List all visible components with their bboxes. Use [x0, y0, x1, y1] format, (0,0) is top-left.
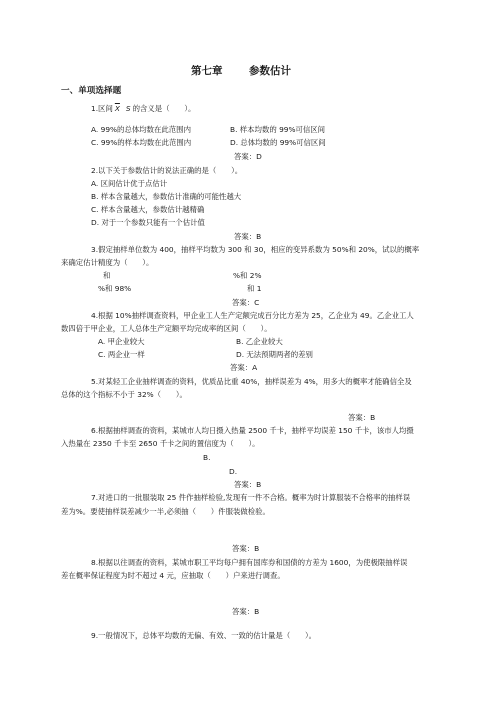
q7-answer: 答案：B: [232, 544, 260, 553]
q4-line1: 4.根据 10%抽样调查资料，甲企业工人生产定额完成百分比方差为 25，乙企业为 49。乙企业工人: [91, 311, 414, 320]
q1-symbol-s: S: [125, 104, 131, 113]
q1-answer: 答案：D: [234, 152, 262, 161]
q9-stem: 9.一般情况下，总体平均数的无偏、有效、一致的估计量是（ ）。: [91, 631, 317, 640]
q1-symbol-x: $\overline{X}$: [114, 104, 120, 113]
q6-answer: 答案：B: [234, 480, 262, 489]
q1-prefix: 1.区间: [91, 104, 113, 113]
chapter-number: 第七章: [191, 65, 223, 77]
q3-option-3: %和 98%: [98, 284, 132, 293]
q2-option-a: A. 区间估计优于点估计: [91, 179, 168, 188]
q3-option-4: 和 1: [247, 284, 262, 293]
q5-answer: 答案：B: [348, 413, 376, 422]
q8-answer: 答案：B: [232, 607, 260, 616]
q3-line1: 3.假定抽样单位数为 400，抽样平均数为 300 和 30，相应的变异系数为 50%和 20%，试以的概率: [91, 245, 420, 254]
q1-stem: [91, 104, 195, 114]
q4-answer: 答案：A: [230, 363, 258, 372]
q6-option-b: B.: [203, 453, 211, 462]
q4-option-b: B. 乙企业较大: [236, 337, 283, 346]
q1-option-b: B. 样本均数的 99%可信区间: [230, 125, 326, 134]
q4-line2: 数四倍于甲企业，工人总体生产定额平均完成率的区间（ ）。: [61, 324, 272, 333]
section-heading: 一、单项选择题: [61, 86, 122, 96]
q2-stem: 2.以下关于参数估计的说法正确的是（ ）。: [91, 166, 243, 175]
q3-line2: 来确定估计精度为（ ）。: [61, 258, 154, 267]
q8-line2: 差在概率保证程度为时不超过 4 元，应抽取（ ）户来进行调查。: [61, 571, 285, 580]
q4-option-c: C. 两企业一样: [98, 350, 145, 359]
q6-line2: 入热量在 2350 千卡至 2650 千卡之间的置信度为（ ）。: [61, 439, 260, 448]
q4-option-d: D. 无法预期两者的差别: [236, 350, 313, 359]
q1-option-a: A. 99%的总体均数在此范围内: [91, 125, 191, 134]
q8-line1: 8.根据以往调查的资料，某城市职工平均每户拥有国库券和国债的方差为 1600，为使极限抽样误: [91, 558, 408, 567]
q6-line1: 6.根据抽样调查的资料，某城市人均日摄入热量 2500 千卡，抽样平均误差 150 千卡，该市人均摄: [91, 426, 414, 435]
q3-option-2: %和 2%: [233, 271, 262, 280]
q6-option-d: D.: [229, 467, 238, 476]
chapter-title: 参数估计: [249, 65, 291, 77]
q4-option-a: A. 甲企业较大: [98, 337, 145, 346]
q5-line1: 5.对某轻工企业抽样调查的资料，优质品比重 40%，抽样误差为 4%，用多大的概率才能确信全及: [91, 377, 412, 386]
q1-suffix: 的含义是（ ）。: [132, 104, 196, 113]
q7-line2: 差为%。要使抽样误差减少一半,必须抽（ ）件服装做检验。: [61, 507, 270, 516]
q7-line1: 7.对进口的一批服装取 25 件作抽样检验,发现有一件不合格。概率为时计算服装不合格率的抽样误: [91, 493, 411, 502]
q3-answer: 答案：C: [232, 298, 260, 307]
q2-answer: 答案：B: [234, 232, 262, 241]
q1-option-d: D. 总体均数的 99%可信区间: [230, 138, 326, 147]
q5-line2: 总体的这个指标不小于 32%（ ）。: [61, 390, 187, 399]
q1-option-c: C. 99%的样本均数在此范围内: [91, 138, 192, 147]
q2-option-d: D. 对于一个参数只能有一个估计值: [91, 218, 205, 227]
q3-option-1: 和: [103, 271, 111, 280]
q2-option-c: C. 样本含量越大，参数估计越精确: [91, 205, 205, 214]
q2-option-b: B. 样本含量越大，参数估计准确的可能性越大: [91, 192, 242, 201]
